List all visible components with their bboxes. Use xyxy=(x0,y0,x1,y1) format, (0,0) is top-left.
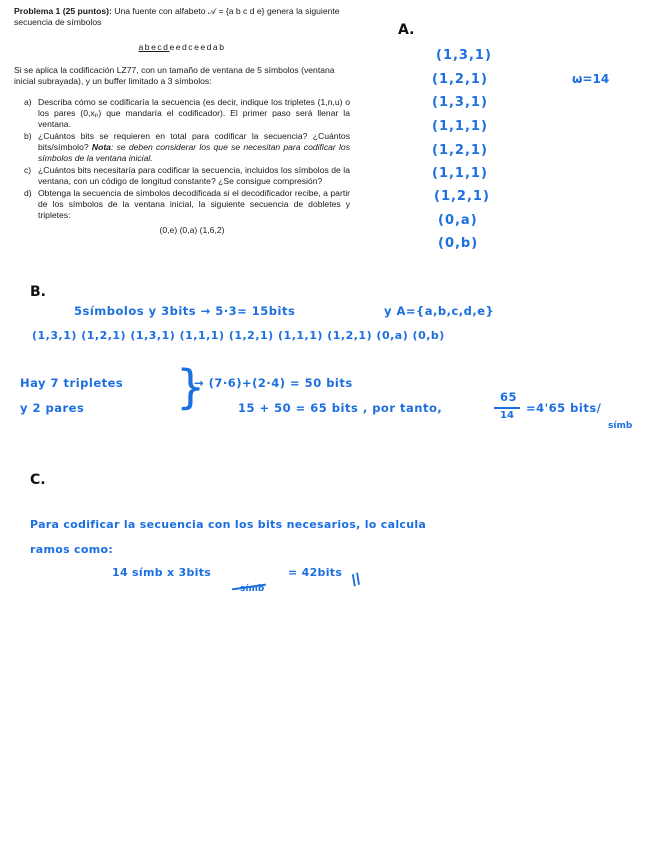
b-line1-right: y A={a,b,c,d,e} xyxy=(384,304,495,318)
b-line1-left: 5símbolos y 3bits → 5·3= 15bits xyxy=(74,304,296,318)
note-label: Nota xyxy=(91,142,111,152)
c-line2: ramos como: xyxy=(30,543,114,556)
question-list xyxy=(14,97,350,221)
question-label: c) xyxy=(24,165,32,175)
question-text: Describa cómo se codificaría la secuencia (es decir, indique los tripletes (1,n,u) o los pares (0,xₚ) que mandaría el codificador). El primer paso será llenar la ventana. xyxy=(38,97,350,129)
question-text: ¿Cuántos bits se requieren en total para codificar la secuencia? ¿Cuántos bits/símbolo? xyxy=(38,131,350,152)
question-d xyxy=(14,188,350,221)
b-line3-right: → (7·6)+(2·4) = 50 bits xyxy=(194,376,353,390)
symbol-sequence xyxy=(14,42,350,53)
b-line2: (1,3,1) (1,2,1) (1,3,1) (1,1,1) (1,2,1) (1,1,1) (1,2,1) (0,a) (0,b) xyxy=(32,329,445,342)
c-line1: Para codificar la secuencia con los bits necesarios, lo calcula xyxy=(30,518,427,531)
problem-statement xyxy=(14,6,350,236)
question-text: Obtenga la secuencia de símbolos decodificada si el decodificador recibe, a partir de los símbolos de la ventana inicial, la siguiente secuencia de dobletes y tripletes: xyxy=(38,188,350,220)
triplet-2: (1,2,1) xyxy=(432,72,488,87)
curly-brace: } xyxy=(176,360,206,414)
b-line4-left: y 2 pares xyxy=(20,401,85,415)
note-text: : se deben considerar los que se necesitan para codificar los símbolos de la ventana inicial. xyxy=(38,142,350,163)
problem-title: Problema 1 (25 puntos): xyxy=(14,6,112,16)
c-calc-unit: símb xyxy=(240,584,265,594)
b-line4-right: 15 + 50 = 65 bits , por tanto, xyxy=(238,401,443,415)
fraction-denominator: 14 xyxy=(500,410,514,421)
c-calc-result: = 42bits xyxy=(288,566,343,579)
triplet-7: (1,2,1) xyxy=(434,189,490,204)
problem-intro-text: Una fuente con alfabeto 𝒜 = {a b c d e} genera la siguiente secuencia de símbolos xyxy=(14,6,340,27)
decode-sequence: (0,e) (0,a) (1,6,2) xyxy=(159,225,225,235)
fraction-unit: símb xyxy=(608,421,633,431)
answer-a-label: A. xyxy=(398,22,415,38)
fraction-bar xyxy=(494,407,520,409)
sequence-rest: eedceedab xyxy=(169,42,226,52)
question-c xyxy=(14,165,350,187)
triplet-4: (1,1,1) xyxy=(432,119,488,134)
fraction-result: =4'65 bits/ xyxy=(526,401,602,415)
question-label: a) xyxy=(24,97,32,107)
b-line3-left: Hay 7 tripletes xyxy=(20,376,124,390)
question-label: d) xyxy=(24,188,32,198)
sequence-window: abecd xyxy=(138,42,170,52)
c-calc-left: 14 símb x 3bits xyxy=(112,566,212,579)
answer-b-label: B. xyxy=(30,284,46,300)
triplet-1: (1,3,1) xyxy=(436,48,492,63)
pair-1: (0,a) xyxy=(438,213,478,228)
window-size-note: ω=14 xyxy=(572,72,610,86)
question-label: b) xyxy=(24,131,32,141)
fraction-numerator: 65 xyxy=(500,390,518,404)
triplet-5: (1,2,1) xyxy=(432,143,488,158)
question-text: ¿Cuántos bits necesitaría para codificar la secuencia, incluidos los símbolos de la ventana, con un código de longitud constante? ¿Se consigue compresión? xyxy=(38,165,350,186)
answer-c-label: C. xyxy=(30,472,46,488)
question-b xyxy=(14,131,350,164)
pair-2: (0,b) xyxy=(438,236,479,251)
double-underline-mark: // xyxy=(349,571,364,591)
question-a xyxy=(14,97,350,130)
triplet-3: (1,3,1) xyxy=(432,95,488,110)
problem-description: Si se aplica la codificación LZ77, con un tamaño de ventana de 5 símbolos (ventana inicial subrayada), y un buffer limitado a 3 símbolos: xyxy=(14,65,335,86)
problem-intro xyxy=(14,6,350,28)
triplet-6: (1,1,1) xyxy=(432,166,488,181)
